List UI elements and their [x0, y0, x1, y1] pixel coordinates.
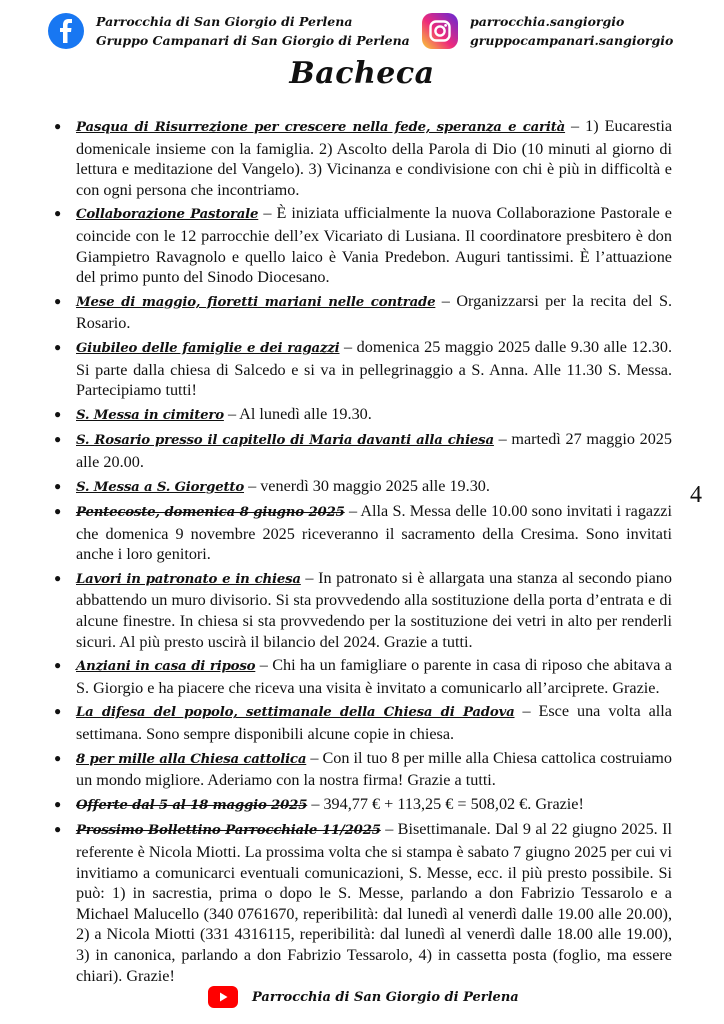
list-item	[76, 429, 672, 472]
header-left-line-1: Parrocchia di San Giorgio di Perlena	[96, 14, 353, 29]
list-item	[76, 655, 672, 698]
item-heading: Offerte dal 5 al 18 maggio 2025	[76, 797, 308, 813]
list-item	[76, 203, 672, 287]
youtube-icon[interactable]	[208, 986, 238, 1008]
list-item	[76, 404, 672, 427]
item-heading: Lavori in patronato e in chiesa	[76, 571, 301, 587]
item-heading: S. Rosario presso il capitello di Maria davanti alla chiesa	[76, 433, 494, 449]
header-left-line-2: Gruppo Campanari di San Giorgio di Perlena	[96, 33, 410, 48]
page-title: Bacheca	[289, 56, 435, 91]
item-heading: La difesa del popolo, settimanale della Chiesa di Padova	[76, 705, 515, 721]
item-heading: Giubileo delle famiglie e dei ragazzi	[76, 340, 340, 356]
item-text: – Organizzarsi per la recita del S. Rosario.	[76, 291, 672, 333]
notice-list	[76, 116, 672, 989]
page-number: 4	[690, 482, 702, 508]
item-text: – Alla S. Messa delle 10.00 sono invitati i ragazzi che domenica 9 novembre 2025 riceveranno il sacramento della Cresima. Sono invitati anche i loro genitori.	[76, 502, 672, 564]
facebook-icon[interactable]	[48, 13, 84, 49]
list-item	[76, 476, 672, 499]
item-text: – martedì 27 maggio 2025 alle 20.00.	[76, 430, 672, 471]
instagram-icon[interactable]	[422, 13, 458, 49]
item-heading: Anziani in casa di riposo	[76, 659, 256, 675]
instagram-block	[422, 12, 673, 50]
list-item	[76, 701, 672, 744]
item-text: – Chi ha un famigliare o parente in casa di riposo che abitava a S. Giorgio e ha piacere che riceva una visita è invitato a comunicarlo all’arciprete. Grazie.	[76, 656, 672, 697]
facebook-block	[48, 12, 410, 50]
header-right-line-1: parrocchia.sangiorgio	[470, 14, 625, 29]
item-text: – 1) Eucarestia domenicale insieme con la famiglia. 2) Ascolto della Parola di Dio (10 minuti al giorno di lettura e meditazione del Vangelo). 3) Vicinanza e condivisione con chi è più in difficoltà e con ogni persona che incontriamo.	[76, 117, 673, 199]
instagram-accounts	[470, 12, 673, 50]
item-text: – Al lunedì alle 19.30.	[223, 404, 372, 423]
item-heading: Pasqua di Risurrezione per crescere nella fede, speranza e carità	[76, 120, 566, 135]
item-heading: Mese di maggio, fioretti mariani nelle contrade	[76, 294, 436, 310]
item-heading: S. Messa a S. Giorgetto	[76, 479, 245, 495]
item-heading: Prossimo Bollettino Parrocchiale 11/2025	[76, 823, 381, 839]
header-right-line-2: gruppocampanari.sangiorgio	[470, 33, 674, 48]
item-heading: S. Messa in cimitero	[76, 407, 224, 423]
item-heading: Pentecoste, domenica 8 giugno 2025	[76, 505, 345, 521]
list-item	[76, 568, 672, 652]
header	[48, 12, 680, 56]
list-item	[76, 116, 672, 200]
list-item	[76, 748, 672, 791]
item-text: – domenica 25 maggio 2025 dalle 9.30 alle 12.30. Si parte dalla chiesa di Salcedo e si va in pellegrinaggio a S. Anna. Alle 11.30 S. Messa. Partecipiamo tutti!	[76, 337, 672, 400]
footer	[208, 986, 519, 1008]
facebook-pages	[96, 12, 410, 50]
list-item	[76, 501, 672, 565]
item-heading: 8 per mille alla Chiesa cattolica	[76, 751, 307, 767]
item-text: – In patronato si è allargata una stanza al secondo piano abbattendo un muro divisorio. Si sta provvedendo alla sostituzione della porta d’entrata e di alcune finestre. In chiesa si sta provvedendo per la sostituzione dei vetri in alto per renderli sicuri. Al più presto uscirà il bilancio del 2024. Grazie a tutti.	[76, 568, 672, 651]
item-text: – venerdì 30 maggio 2025 alle 19.30.	[244, 476, 490, 495]
item-text: – Bisettimanale. Dal 9 al 22 giugno 2025. Il referente è Nicola Miotti. La prossima volta che si stampa è sabato 7 giugno 2025 per cui vi invitiamo a comunicarci eventuali comunicazioni, S. Messe, ecc. il più presto possibile. Si può: 1) in sacrestia, prima o dopo le S. Messe, parlando a don Fabrizio Tessarolo e a Michael Malucello (340 0761670, reperibilità: dal lunedì al venerdì dalle 19.00 alle 20.00), 2) a Nicola Miotti (331 4316115, reperibilità: dal lunedì al venerdì dalle 18.00 alle 19.00), 3) in canonica, parlando a don Fabrizio Tessarolo, 4) in cassetta posta (foglio, ma essere chiari). Grazie!	[76, 820, 672, 985]
list-item	[76, 794, 672, 817]
item-text: – 394,77 € + 113,25 € = 508,02 €. Grazie!	[307, 794, 584, 813]
list-item	[76, 337, 672, 401]
item-text: – Esce una volta alla settimana. Sono sempre disponibili alcune copie in chiesa.	[76, 702, 672, 744]
list-item	[76, 819, 672, 986]
list-item	[76, 291, 672, 334]
item-heading: Collaborazione Pastorale	[76, 207, 259, 223]
item-text: – Con il tuo 8 per mille alla Chiesa cattolica costruiamo un mondo migliore. Aderiamo con la nostra firma! Grazie a tutti.	[76, 748, 672, 790]
footer-channel-name: Parrocchia di San Giorgio di Perlena	[252, 989, 519, 1005]
item-text: – È iniziata ufficialmente la nuova Collaborazione Pastorale e coincide con le 12 parrocchie dell’ex Vicariato di Lusiana. Il coordinatore presbitero è don Giampietro Ravagnolo e quello laico è Vania Predebon. Auguri tantissimi. È l’attuazione del primo punto del Sinodo Diocesano.	[76, 204, 672, 287]
